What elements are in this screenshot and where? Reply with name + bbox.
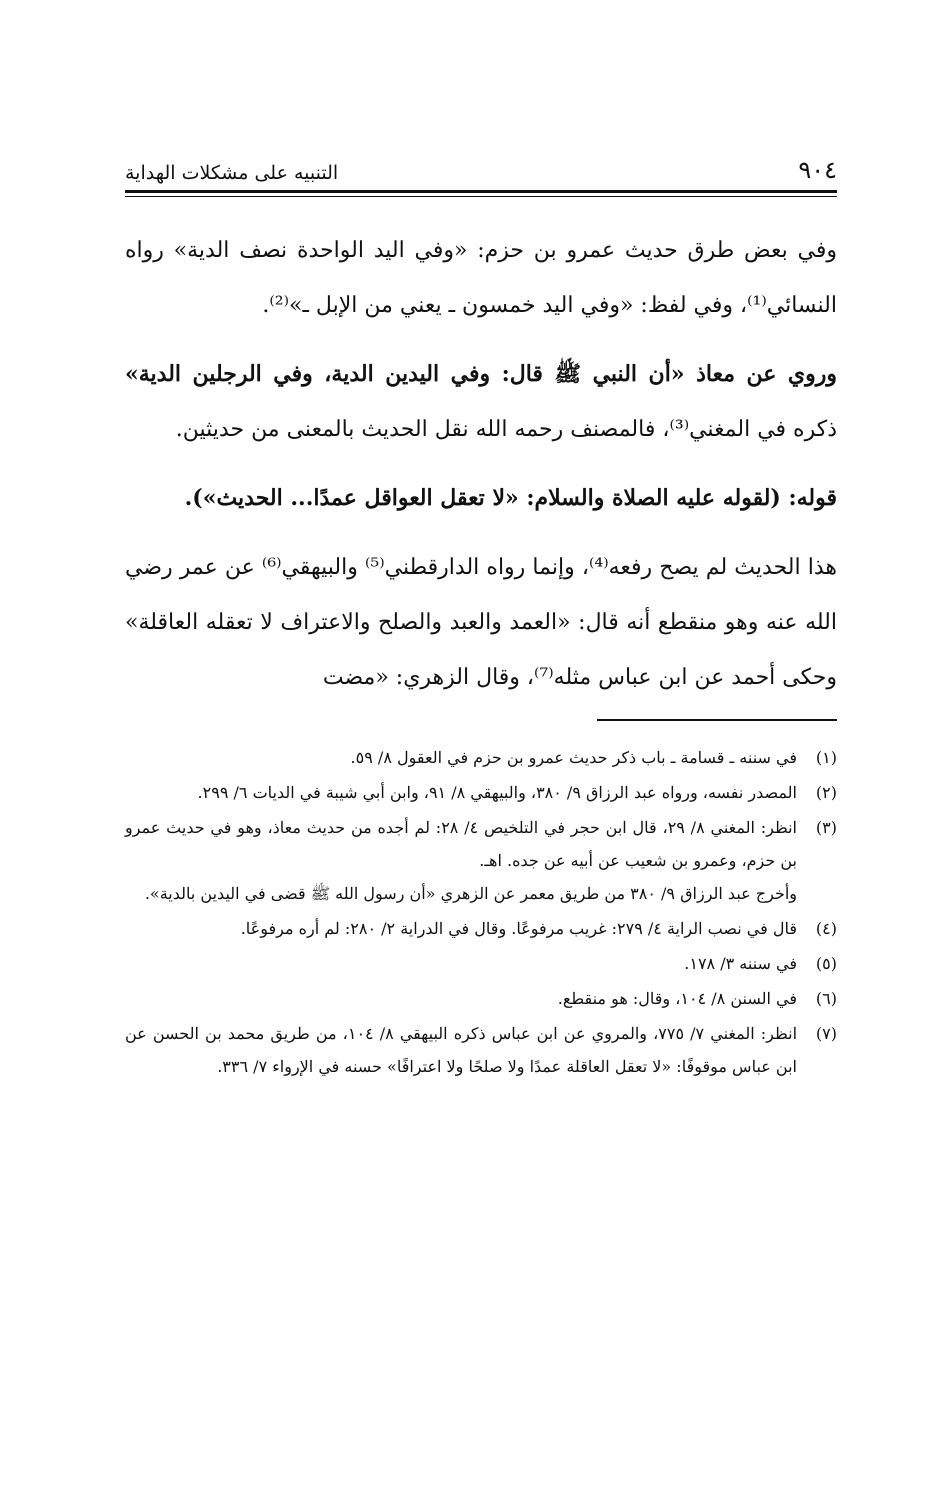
footnotes xyxy=(125,741,837,1083)
footnote-text: قال في نصب الراية ٤/ ٢٧٩: غريب مرفوعًا. وقال في الدراية ٢/ ٢٨٠: لم أره مرفوعًا. xyxy=(240,919,797,938)
footnote-number: (٢) xyxy=(815,783,837,802)
footnote-text-continued: وأخرج عبد الرزاق ٩/ ٣٨٠ من طريق معمر عن الزهري «أن رسول الله ﷺ قضى في اليدين بالدية». xyxy=(144,884,797,903)
footnote-number: (٥) xyxy=(815,954,837,973)
footnote-number: (٦) xyxy=(815,989,837,1008)
footnote-1 xyxy=(125,741,837,774)
footnote-number: (٤) xyxy=(815,919,837,938)
main-text xyxy=(125,223,837,705)
running-header xyxy=(125,140,837,184)
footnote-number: (١) xyxy=(815,748,837,767)
paragraph-2-rest: ذكره في المغني⁽³⁾، فالمصنف رحمه الله نقل الحديث بالمعنى من حديثين. xyxy=(175,417,837,442)
footnote-number: (٧) xyxy=(815,1024,837,1043)
footnote-separator xyxy=(597,719,837,721)
paragraph-4: هذا الحديث لم يصح رفعه⁽⁴⁾، وإنما رواه الدارقطني⁽⁵⁾ والبيهقي⁽⁶⁾ عن عمر رضي الله عنه وهو منقطع أنه قال: «العمد والعبد والصلح والاعتراف لا تعقله العاقلة» وحكى أحمد عن ابن عباس مثله⁽⁷⁾، وقال الزهري: «مضت xyxy=(125,555,837,690)
footnote-3 xyxy=(125,811,837,910)
footnote-number: (٣) xyxy=(815,818,837,837)
header-rule-thick xyxy=(125,190,837,193)
footnote-5 xyxy=(125,947,837,980)
footnote-text: في سننه ٣/ ١٧٨. xyxy=(684,954,797,973)
footnote-text: في السنن ٨/ ١٠٤، وقال: هو منقطع. xyxy=(557,989,797,1008)
footnote-2 xyxy=(125,776,837,809)
paragraph-3-heading: قوله: (لقوله عليه الصلاة والسلام: «لا تعقل العواقل عمدًا... الحديث»). xyxy=(184,485,837,511)
footnote-text: انظر: المغني ٨/ ٢٩، قال ابن حجر في التلخيص ٤/ ٢٨: لم أجده من حديث معاذ، وهو في حديث عمرو بن حزم، وعمرو بن شعيب عن أبيه عن جده. اهـ. xyxy=(125,818,797,870)
footnote-7 xyxy=(125,1017,837,1083)
page-number: ٩٠٤ xyxy=(798,156,837,184)
paragraph-2-bold: وروي عن معاذ «أن النبي ﷺ قال: وفي اليدين الدية، وفي الرجلين الدية» xyxy=(125,361,837,387)
footnote-4 xyxy=(125,912,837,945)
footnote-text: انظر: المغني ٧/ ٧٧٥، والمروي عن ابن عباس ذكره البيهقي ٨/ ١٠٤، من طريق محمد بن الحسن عن ابن عباس موقوفًا: «لا تعقل العاقلة عمدًا ولا صلحًا ولا اعترافًا» حسنه في الإرواء ٧/ ٣٣٦. xyxy=(125,1024,798,1076)
page xyxy=(125,140,837,1085)
book-title: التنبيه على مشكلات الهداية xyxy=(125,162,339,184)
paragraph-2 xyxy=(125,347,837,457)
footnote-6 xyxy=(125,982,837,1015)
footnote-text: في سننه ـ قسامة ـ باب ذكر حديث عمرو بن حزم في العقول ٨/ ٥٩. xyxy=(350,748,797,767)
footnote-text: المصدر نفسه، ورواه عبد الرزاق ٩/ ٣٨٠، والبيهقي ٨/ ٩١، وابن أبي شيبة في الديات ٦/ ٢٩٩. xyxy=(197,783,797,802)
header-rule-thin xyxy=(125,196,837,197)
paragraph-1: وفي بعض طرق حديث عمرو بن حزم: «وفي اليد الواحدة نصف الدية» رواه النسائي⁽¹⁾، وفي لفظ: «وفي اليد خمسون ـ يعني من الإبل ـ»⁽²⁾. xyxy=(125,238,837,318)
